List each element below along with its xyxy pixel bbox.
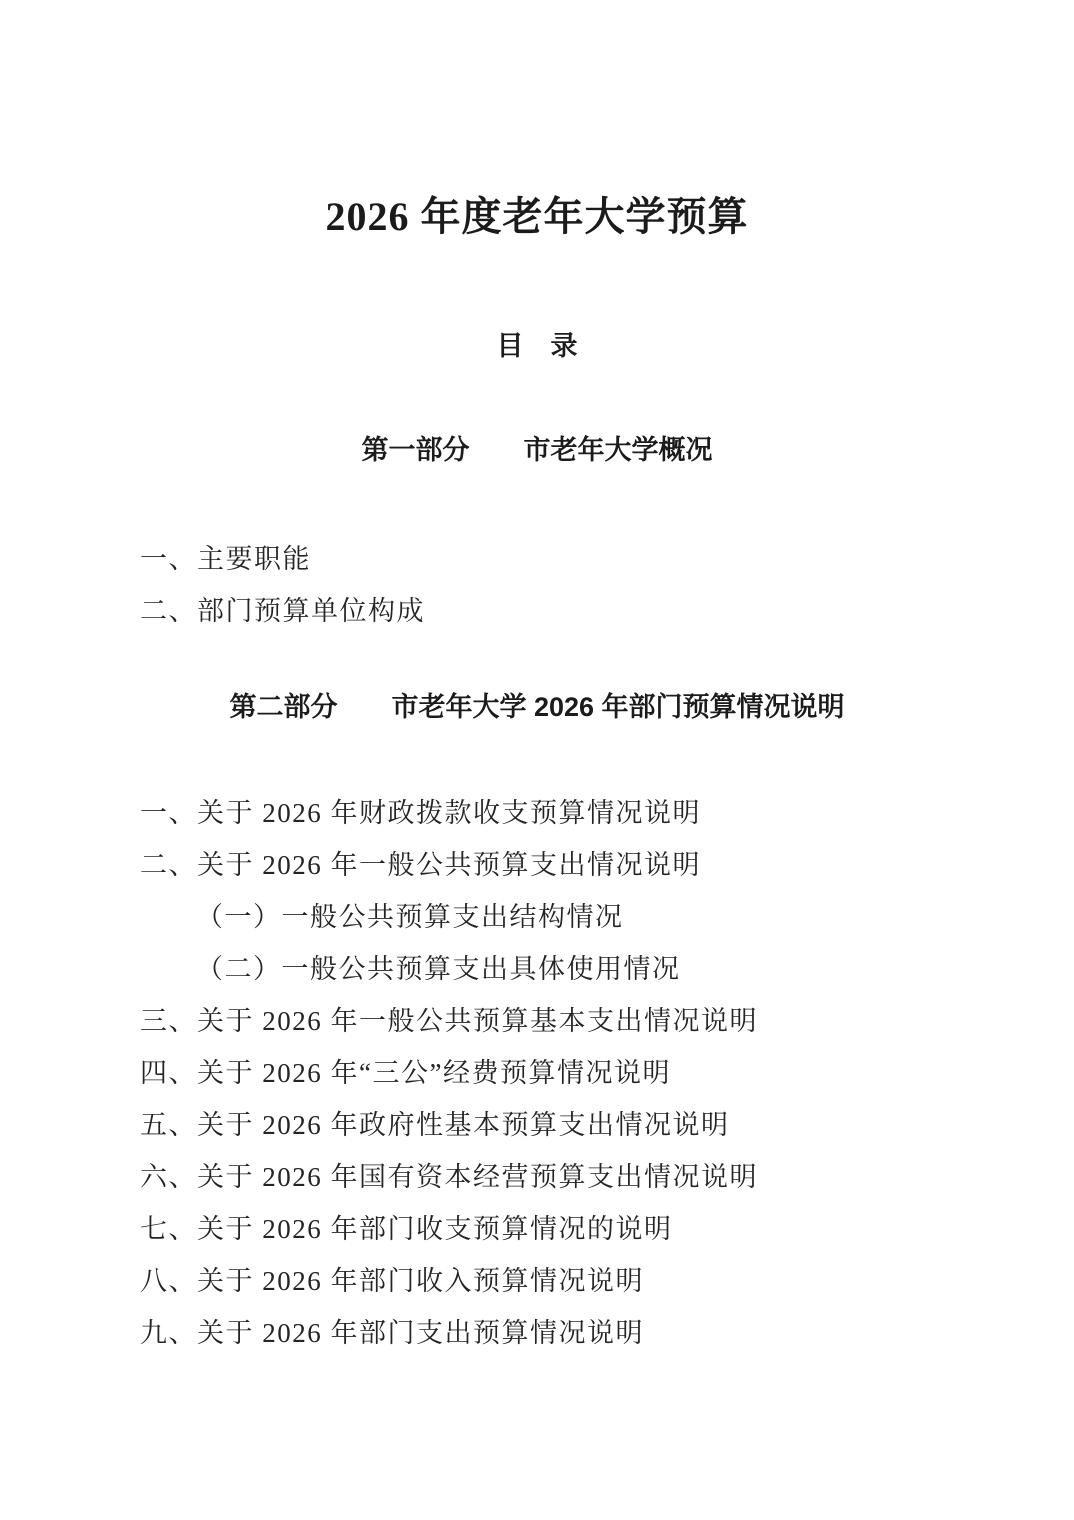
toc-item-part2-2: 二、关于 2026 年一般公共预算支出情况说明: [140, 850, 701, 880]
toc-item-part2-5: 五、关于 2026 年政府性基本预算支出情况说明: [140, 1110, 730, 1140]
toc-item-part2-8: 八、关于 2026 年部门收入预算情况说明: [140, 1266, 644, 1296]
toc-item-part2-4: 四、关于 2026 年“三公”经费预算情况说明: [140, 1058, 671, 1088]
toc-item-part2-2-sub1: （一）一般公共预算支出结构情况: [196, 902, 624, 932]
part2-heading: 第二部分 市老年大学 2026 年部门预算情况说明: [229, 692, 845, 722]
toc-item-part2-3: 三、关于 2026 年一般公共预算基本支出情况说明: [140, 1006, 758, 1036]
toc-item-part2-2-sub2: （二）一般公共预算支出具体使用情况: [196, 954, 681, 984]
toc-item-part1-1: 一、主要职能: [140, 544, 311, 574]
document-title: 2026 年度老年大学预算: [325, 194, 749, 239]
toc-item-part2-9: 九、关于 2026 年部门支出预算情况说明: [140, 1318, 644, 1348]
toc-item-part2-1: 一、关于 2026 年财政拨款收支预算情况说明: [140, 798, 701, 828]
toc-item-part2-6: 六、关于 2026 年国有资本经营预算支出情况说明: [140, 1162, 758, 1192]
toc-item-part2-7: 七、关于 2026 年部门收支预算情况的说明: [140, 1214, 673, 1244]
toc-heading: 目 录: [496, 331, 578, 361]
part1-heading: 第一部分 市老年大学概况: [361, 435, 713, 465]
toc-item-part1-2: 二、部门预算单位构成: [140, 596, 425, 626]
